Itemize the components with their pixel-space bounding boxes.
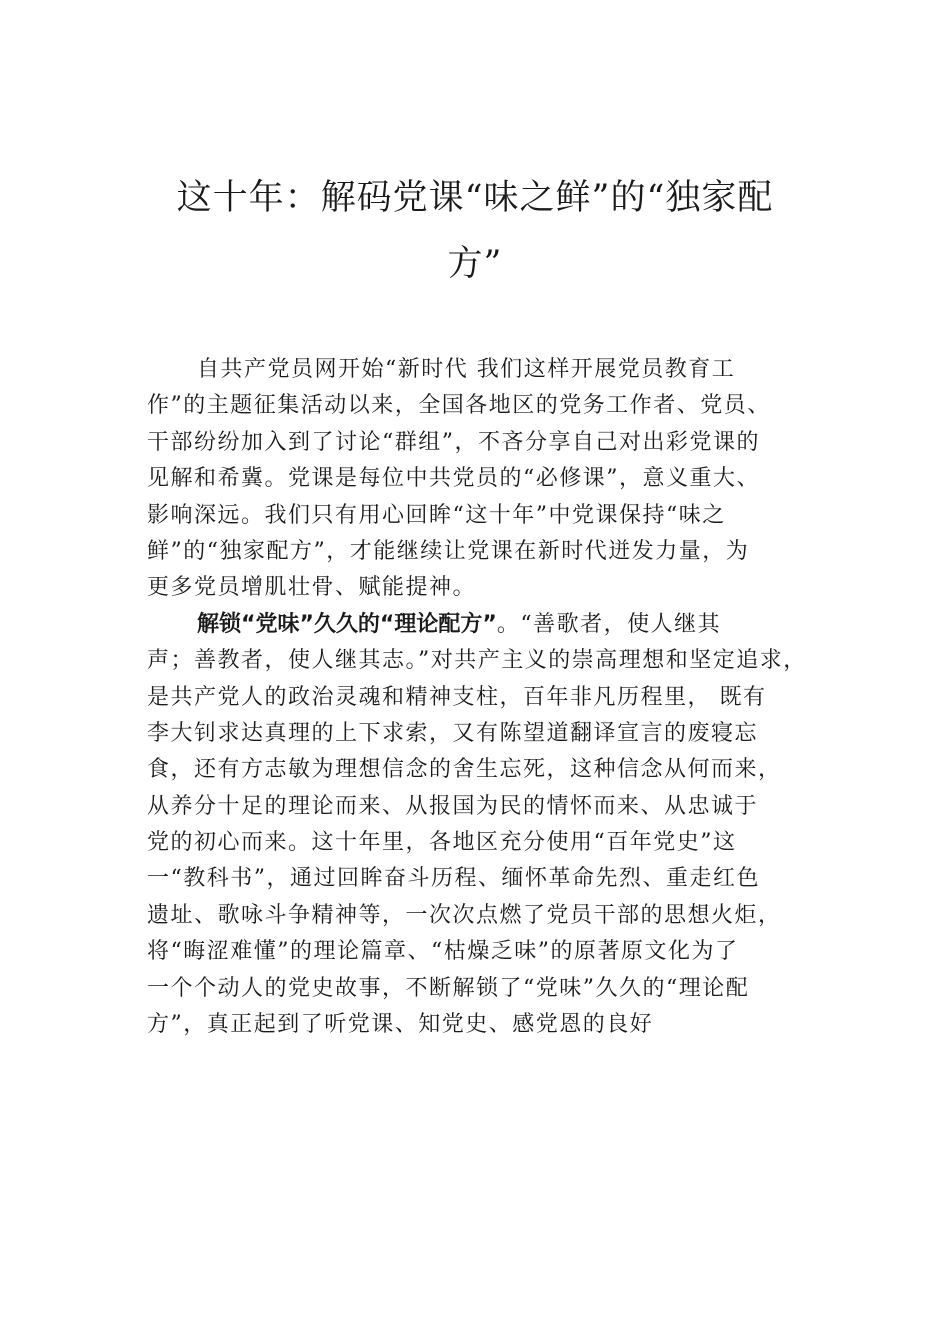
- paragraph-2-line: 一个个动人的党史故事，不断解锁了“党味”久久的“理论配: [147, 975, 750, 1001]
- document-title: [100, 165, 850, 297]
- paragraph-2-line: 从养分十足的理论而来、从报国为民的情怀而来、从忠诚于: [147, 793, 759, 819]
- paragraph-2-line: 一“教科书”，通过回眸奋斗历程、缅怀革命先烈、重走红色: [147, 866, 760, 892]
- section-heading: 解锁“党味”久久的“理论配方”: [197, 611, 497, 637]
- paragraph-2-line: 李大钊求达真理的上下求索，又有陈望道翻译宣言的废寝忘: [147, 720, 759, 746]
- title-line-2: 方”: [447, 244, 503, 284]
- paragraph-2-line: 党的初心而来。这十年里，各地区充分使用“百年党史”这: [147, 830, 737, 856]
- paragraph-2-first-line: [147, 607, 847, 643]
- paragraph-1-line: 见解和希冀。党课是每位中共党员的“必修课”，意义重大、: [147, 466, 760, 492]
- paragraph-2-line: 是共产党人的政治灵魂和精神支柱，百年非凡历程里， 既有: [147, 684, 767, 710]
- paragraph-2-first-line-rest: 。“善歌者，使人继其: [496, 611, 722, 637]
- paragraph-2-line: 食，还有方志敏为理想信念的舍生忘死，这种信念从何而来，: [147, 757, 782, 783]
- paragraph-2-line: 遗址、歌咏斗争精神等，一次次点燃了党员干部的思想火炬，: [147, 902, 782, 928]
- paragraph-1-line: 鲜”的“独家配方”，才能继续让党课在新时代迸发力量，为: [147, 538, 750, 564]
- document-body: [147, 352, 847, 1043]
- paragraph-1-line: 影响深远。我们只有用心回眸“这十年”中党课保持“味之: [147, 502, 726, 528]
- paragraph-2-line: 将“晦涩难懂”的理论篇章、“枯燥乏味”的原著原文化为了: [147, 939, 739, 965]
- paragraph-1-line: 自共产党员网开始“新时代 我们这样开展党员教育工: [197, 357, 736, 382]
- paragraph-1-line: 作”的主题征集活动以来，全国各地区的党务工作者、党员、: [147, 393, 771, 419]
- paragraph-1-line: 干部纷纷加入到了讨论“群组”，不吝分享自己对出彩党课的: [147, 429, 760, 455]
- paragraph-2-line: 方”，真正起到了听党课、知党史、感党恩的良好: [147, 1012, 654, 1038]
- paragraph-2-line: 声；善教者，使人继其志。”对共产主义的崇高理想和坚定追求，: [147, 648, 807, 674]
- paragraph-1-line: 更多党员增肌壮骨、赋能提神。: [147, 575, 477, 601]
- title-line-1: 这十年：解码党课“味之鲜”的“独家配: [176, 178, 774, 218]
